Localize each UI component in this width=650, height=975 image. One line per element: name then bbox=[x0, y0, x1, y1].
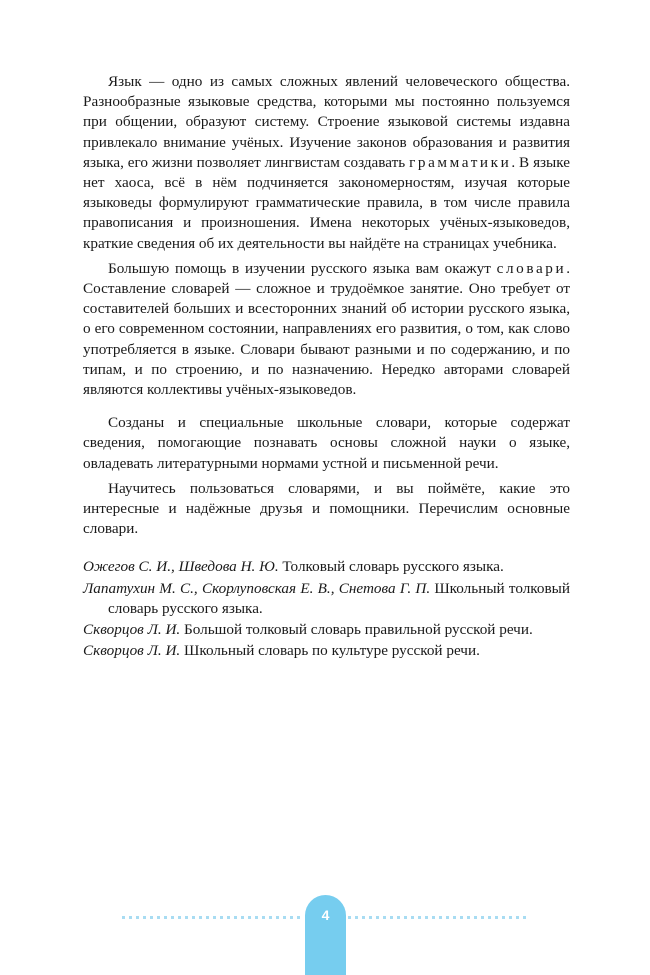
page-number: 4 bbox=[321, 907, 330, 923]
dictionary-entry-author: Скворцов Л. И. bbox=[83, 621, 181, 639]
dictionary-entry-author: Ожегов С. И., Шведова Н. Ю. bbox=[83, 558, 279, 576]
emphasised-term: грамматики bbox=[409, 153, 512, 171]
text-run: Созданы и специальные школьные словари, которые содержат сведения, помогающие познавать основы сложной науки о языке, овладевать литературными нормами устной и письменной речи. bbox=[83, 414, 570, 472]
dictionary-entry bbox=[83, 557, 570, 577]
page-number-tab bbox=[305, 895, 346, 975]
paragraph-3 bbox=[83, 413, 570, 474]
paragraph-1 bbox=[83, 72, 570, 254]
dictionary-entry bbox=[83, 641, 570, 661]
dictionary-entry-title: Школьный толковый словарь русского языка. bbox=[108, 579, 570, 617]
text-run: Язык — одно из самых сложных явлений человеческого общества. Разнообразные языковые средства, которыми мы постоянно пользуемся при общении, образуют систему. Строение языковой системы издавна привлекало внимание учёных. Изучение законов образования и развития языка, его жизни позволяет лингвистам создавать bbox=[83, 73, 570, 171]
dotted-rule-left bbox=[122, 916, 302, 919]
text-run: . В языке нет хаоса, всё в нём подчиняется закономерностям, изучая которые языковеды формулируют грамматические правила, в том числе правила правописания и произношения. Имена некоторых учёных-языковедов, краткие сведения об их деятельности вы найдёте на страницах учебника. bbox=[83, 153, 571, 252]
text-run: . Составление словарей — сложное и трудоёмкое занятие. Оно требует от составителей больших и всесторонних знаний об истории русского языка, о его современном состоянии, направлениях его развития, о том, как слово употребляется в языке. Словари бывают разными и по содержанию, и по типам, и по строению, и по назначению. Нередко авторами словарей являются коллективы учёных-языковедов. bbox=[83, 259, 570, 399]
dictionary-entry-title: Большой толковый словарь правильной русской речи. bbox=[180, 621, 533, 639]
dictionary-entry-author: Лапатухин М. С., Скорлуповская Е. В., Снетова Г. П. bbox=[83, 579, 431, 597]
dictionary-entry-title: Толковый словарь русского языка. bbox=[278, 558, 504, 576]
dictionary-list bbox=[83, 557, 570, 661]
dictionary-entry bbox=[83, 620, 570, 640]
dotted-rule-right bbox=[348, 916, 528, 919]
page-footer bbox=[0, 895, 650, 975]
page-content bbox=[83, 72, 570, 662]
dictionary-entry-author: Скворцов Л. И. bbox=[83, 642, 181, 660]
dictionary-entry bbox=[83, 579, 570, 619]
dictionary-entry-title: Школьный словарь по культуре русской речи. bbox=[180, 642, 480, 660]
paragraph-4 bbox=[83, 479, 570, 540]
emphasised-term: словари bbox=[496, 259, 567, 277]
paragraph-2 bbox=[83, 259, 570, 400]
text-run: Научитесь пользоваться словарями, и вы поймёте, какие это интересные и надёжные друзья и помощники. Перечислим основные словари. bbox=[83, 479, 570, 538]
text-run: Большую помощь в изучении русского языка вам окажут bbox=[108, 259, 497, 277]
